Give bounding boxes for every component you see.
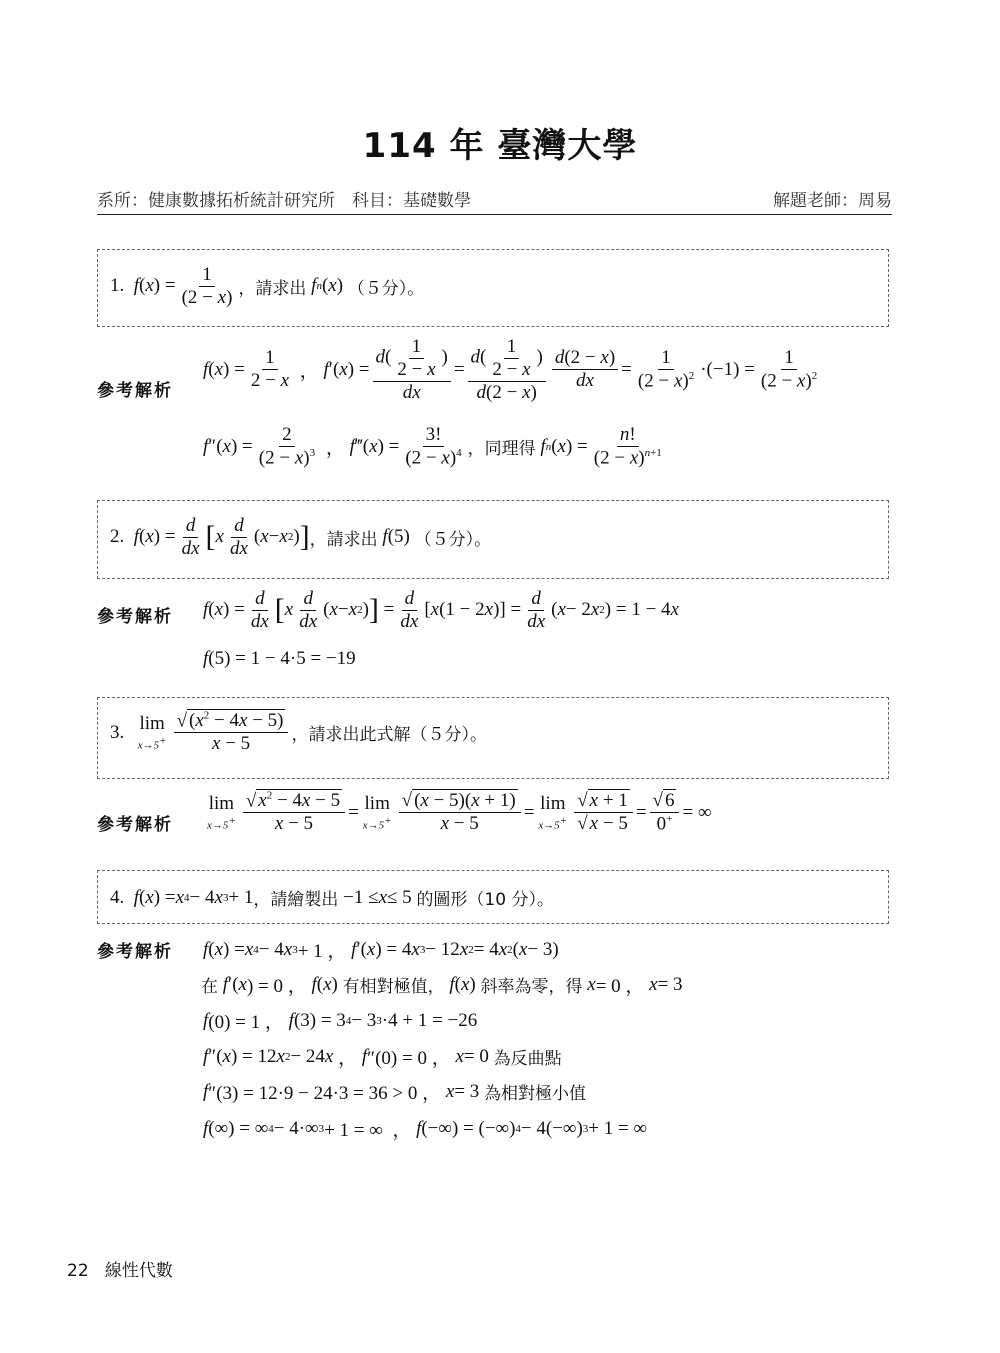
question-number: 1. — [110, 275, 125, 297]
question-suffix: 的圖形（10 分）。 — [416, 890, 554, 910]
question-box-1: 1. f ( x ) = $\frac{1}{(2 - x)}$ ，請求出 f n ( x ) （５分）。 — [97, 249, 889, 327]
question-box-4: 4. f ( x ) = x 4 − 4 x 3 + 1 ，請繪製出 −1 ≤ x ≤ 5 的圖形（10 分）。 — [97, 870, 889, 924]
question-box-3: 3. lim x→5+ $\frac{√ (x^2 - 4x - 5)}{x - 5}$ ，請求出此式解（５分）。 — [97, 697, 889, 779]
solution-text: 在 — [201, 977, 218, 997]
exam-header — [97, 186, 892, 215]
question-prompt: ，請繪製出 — [253, 890, 339, 910]
page-title: 114 年 臺灣大學 — [362, 126, 638, 166]
question-prompt: ，請求出 — [238, 278, 307, 299]
question-number: 2. — [110, 526, 125, 548]
solution-1: 參考解析 f ( x ) = $\frac{1}{2 - x}$ ， f ′( x ) = d( $\frac{1}{2 - x}$ ) dx = d( $\frac{1}{2 - x}$ ) d(2 − x) $\frac{d(2 - x)}{dx}$ = $\frac{1}{(2 - x)^2}$ ·(−1) = $\frac{1}{(2 - x)^2}$ f ″( x ) = $\frac{2}{(2 - x)^3}$ ， f ‴( x ) = $\frac{3!}{(2 - x)^4}$ ，同理得 f n ( x ) = $\frac{n!}{(2 - x)^{n+1}}$ — [97, 336, 818, 469]
solution-label: 參考解析 — [97, 815, 173, 835]
book-title: 線性代數 — [104, 1261, 173, 1281]
solution-4: 參考解析 f ( x ) = x 4 − 4 x 3 + 1 ， f ′( x ) = 4 x 3 − 12 x 2 = 4 x 2 ( x − 3) 在 f ′( x ) = 0 ， f ( x ) 有相對極值， f ( x ) 斜率為零，得 x = 0 ， x = 3 f (0) = 1 ， f (3) = 3 4 − 3 3 ·4 + 1 = −26 f ″( x ) = 12 x 2 − 24 x ， f ″(0) = 0 ， x = 0 為反曲點 f ″(3) = 12·9 − 24·3 = 36 > 0 ， x = 3 為相對極小值 f (∞) = ∞ 4 − 4·∞ 3 + 1 = ∞ ， f (−∞) = (−∞) 4 − 4(−∞) 3 + 1 = ∞ — [97, 938, 683, 1141]
question-number: 4. — [110, 886, 125, 908]
solution-label: 參考解析 — [97, 942, 173, 962]
solution-text: 有相對極值， — [342, 977, 445, 997]
solution-text-same-way: ，同理得 — [467, 439, 536, 459]
solution-text: 斜率為零，得 — [480, 977, 583, 997]
question-suffix: （５分）。 — [347, 278, 425, 299]
page-footer — [67, 1256, 173, 1281]
solution-3: 參考解析 lim x→5+ $\frac{√ x^2 - 4x - 5}{x - 5}$ = lim x→5+ $\frac{√ (x - 5)(x + 1)}{x - 5}$ = lim x→5+ $\frac{√ x + 1}{√ x - 5}$ = $\frac{√ 6}{0^+}$ = ∞ — [97, 790, 712, 835]
solution-label: 參考解析 — [97, 607, 173, 627]
question-prompt: ，請求出 — [309, 529, 378, 550]
solution-text: 為相對極小值 — [484, 1084, 587, 1104]
solution-2: 參考解析 f ( x ) = $\frac{d}{dx}$ [ x $\frac{d}{dx}$ ( x − x 2 ) ] = $\frac{d}{dx}$ [ x (1 − 2 x )] = $\frac{d}{dx}$ ( x − 2 x 2 ) = 1 − 4 x f (5) = 1 − 4·5 = −19 — [97, 588, 679, 669]
header-teacher: 解題老師：周易 — [773, 191, 892, 211]
page-number: 22 — [67, 1261, 89, 1281]
solution-text: 為反曲點 — [493, 1049, 562, 1069]
solution-label: 參考解析 — [97, 381, 173, 401]
question-prompt: ，請求出此式解（５分）。 — [291, 725, 487, 745]
question-box-2: 2. f ( x ) = $\frac{d}{dx}$ [ x $\frac{d}{dx}$ ( x − x 2 ) ] ，請求出 f (5) （５分）。 — [97, 500, 889, 579]
question-number: 3. — [110, 721, 125, 743]
question-suffix: （５分）。 — [414, 529, 492, 550]
header-department-subject: 系所：健康數據拓析統計研究所 科目：基礎數學 — [97, 191, 471, 211]
